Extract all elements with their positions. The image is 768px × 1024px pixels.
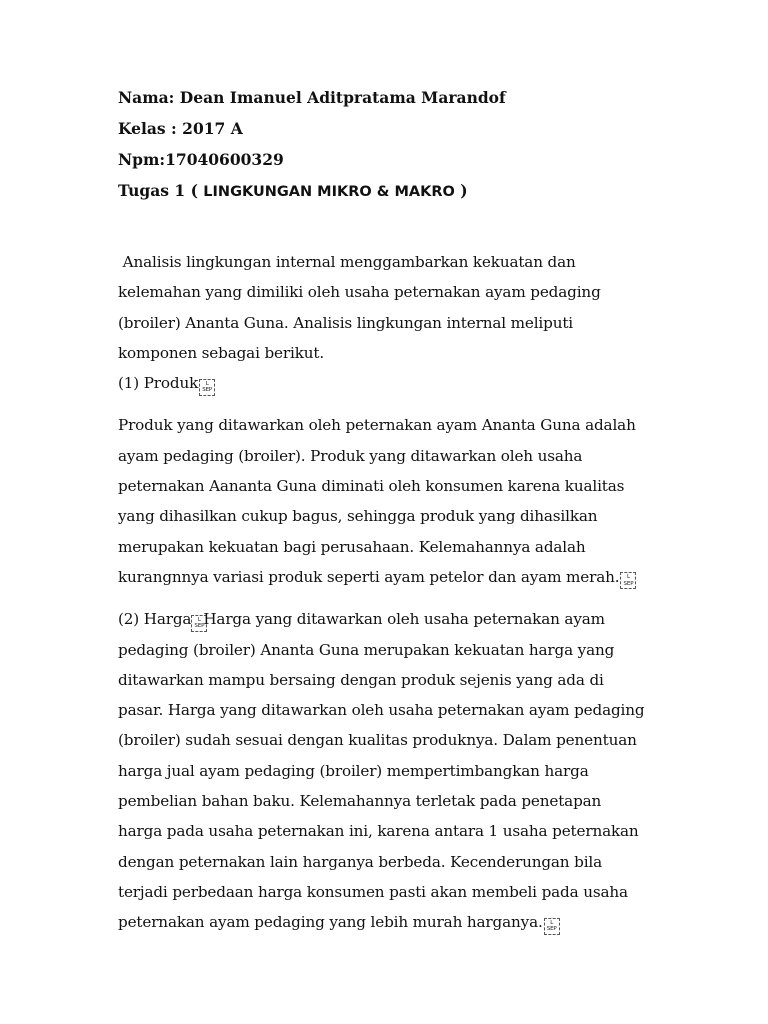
sep-glyph-top: L <box>197 616 201 623</box>
text-line: pembelian bahan baku. Kelemahannya terletak pada penetapan <box>118 792 602 811</box>
line-separator-icon <box>199 379 215 396</box>
text-line: peternakan Aananta Guna diminati oleh konsumen karena kualitas <box>118 477 625 496</box>
sep-glyph-top: L <box>205 380 209 387</box>
text-line: merupakan kekuatan bagi perusahaan. Kelemahannya adalah <box>118 537 586 556</box>
text-line-last <box>118 562 648 592</box>
produk-paragraph <box>118 410 648 592</box>
spacer <box>118 592 648 604</box>
text-line: pedaging (broiler) Ananta Guna merupakan kekuatan harga yang <box>118 640 615 659</box>
sep-glyph-bottom: SEP <box>546 926 557 933</box>
spacer <box>118 398 648 410</box>
text-line: komponen sebagai berikut. <box>118 343 325 362</box>
sep-glyph-bottom: SEP <box>623 580 634 587</box>
section-heading-harga <box>118 604 648 634</box>
harga-first-line-rest: Harga yang ditawarkan oleh usaha peternakan ayam <box>203 610 605 629</box>
sep-glyph-bottom: SEP <box>202 387 213 394</box>
text-line: (broiler) Ananta Guna. Analisis lingkungan internal meliputi <box>118 313 573 332</box>
text-line: ayam pedaging (broiler). Produk yang ditawarkan oleh usaha <box>118 446 583 465</box>
sep-glyph-top: L <box>550 919 554 926</box>
assignment-topic: LINGKUNGAN MIKRO & MAKRO <box>203 184 455 200</box>
assignment-title <box>118 181 648 202</box>
sep-glyph-top: L <box>626 574 630 581</box>
text-line: dengan peternakan lain harganya berbeda. Kecenderungan bila <box>118 852 603 871</box>
assignment-title-prefix: Tugas 1 ( <box>118 181 204 200</box>
text-line-last <box>118 907 648 937</box>
spacer <box>118 213 648 247</box>
section-heading-produk <box>118 368 648 398</box>
text-line: Analisis lingkungan internal menggambarkan kekuatan dan <box>118 253 576 271</box>
intro-paragraph <box>118 247 648 398</box>
text-line: (broiler) sudah sesuai dengan kualitas produknya. Dalam penentuan <box>118 731 637 750</box>
text-line: kelemahan yang dimiliki oleh usaha peternakan ayam pedaging <box>118 283 601 302</box>
text-line: pasar. Harga yang ditawarkan oleh usaha peternakan ayam pedaging <box>118 701 645 720</box>
line-separator-icon <box>544 918 560 935</box>
text-line: yang dihasilkan cukup bagus, sehingga produk yang dihasilkan <box>118 507 598 526</box>
harga-heading-text: (2) Harga <box>118 610 192 629</box>
line-separator-icon <box>620 572 636 589</box>
text-line: ditawarkan mampu bersaing dengan produk sejenis yang ada di <box>118 670 604 689</box>
text-line-content: kurangnnya variasi produk seperti ayam petelor dan ayam merah. <box>118 567 620 586</box>
sep-glyph-bottom: SEP <box>194 623 205 630</box>
student-npm: Npm:17040600329 <box>118 150 284 169</box>
text-line: harga pada usaha peternakan ini, karena antara 1 usaha peternakan <box>118 822 639 841</box>
text-line: harga jual ayam pedaging (broiler) mempertimbangkan harga <box>118 761 589 780</box>
assignment-title-suffix: ) <box>454 181 468 200</box>
produk-heading-text: (1) Produk <box>118 374 199 393</box>
student-class: Kelas : 2017 A <box>118 119 243 138</box>
text-line: terjadi perbedaan harga konsumen pasti akan membeli pada usaha <box>118 882 628 901</box>
text-line: Produk yang ditawarkan oleh peternakan ayam Ananta Guna adalah <box>118 416 636 435</box>
document-page <box>118 88 648 938</box>
harga-paragraph <box>118 604 648 937</box>
student-name: Nama: Dean Imanuel Aditpratama Marandof <box>118 88 506 107</box>
text-line-content: peternakan ayam pedaging yang lebih murah harganya. <box>118 913 543 932</box>
